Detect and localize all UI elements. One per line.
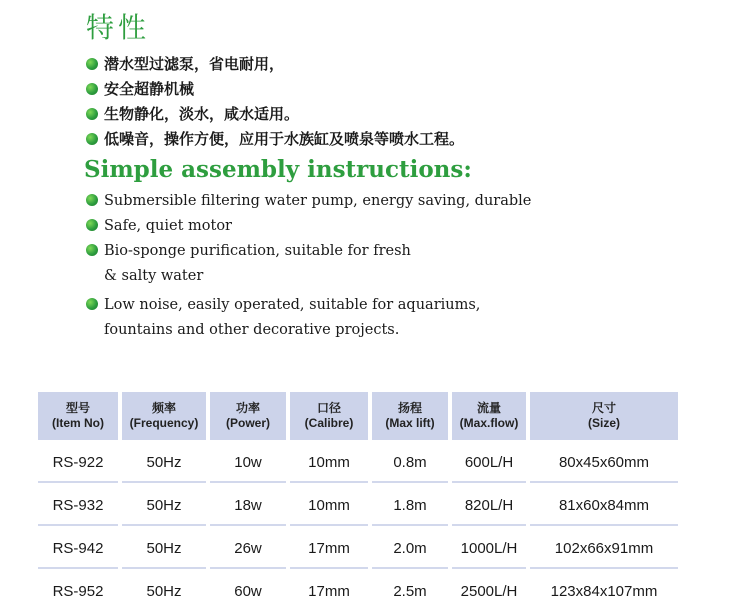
- instruction-text-continued: fountains and other decorative projects.: [104, 322, 400, 338]
- table-cell: 820L/H: [452, 486, 526, 526]
- header-en: (Item No): [52, 416, 104, 430]
- table-cell: 102x66x91mm: [530, 529, 678, 569]
- table-cell: 17mm: [308, 582, 350, 600]
- table-header-cell: [122, 392, 206, 440]
- table-cell: 10mm: [290, 486, 368, 526]
- table-cell: 60w: [234, 582, 262, 600]
- features-cn-list: [86, 52, 464, 152]
- header-cn: 流量: [476, 401, 501, 415]
- table-header-cell: [210, 392, 286, 440]
- table-cell: 80x45x60mm: [530, 443, 678, 483]
- header-cn: 扬程: [397, 401, 422, 415]
- table-header-cell: [372, 392, 448, 440]
- bullet-icon: [86, 108, 98, 120]
- table-cell: 2500L/H: [460, 582, 518, 600]
- header-en: (Frequency): [129, 416, 199, 430]
- header-cn: 频率: [151, 401, 176, 415]
- feature-cn-text: 潜水型过滤泵，省电耐用，: [104, 55, 285, 73]
- bullet-icon: [86, 58, 98, 70]
- header-en: (Power): [225, 416, 270, 430]
- table-cell: 10mm: [290, 443, 368, 483]
- list-item: [86, 127, 464, 152]
- bullet-icon: [86, 133, 98, 145]
- list-item: [86, 102, 464, 127]
- table-cell: 0.8m: [372, 443, 448, 483]
- table-row: [38, 443, 678, 483]
- bullet-icon: [86, 194, 98, 206]
- instruction-text: Submersible filtering water pump, energy saving, durable: [104, 193, 532, 209]
- header-en: (Max lift): [385, 416, 435, 430]
- table-header-cell: [290, 392, 368, 440]
- table-header-cell: [38, 392, 118, 440]
- table-cell: 123x84x107mm: [550, 582, 658, 600]
- list-item: [86, 189, 531, 214]
- table-cell: 50Hz: [146, 582, 182, 600]
- instructions-en-title: Simple assembly instructions:: [84, 156, 472, 183]
- table-cell: 26w: [210, 529, 286, 569]
- feature-cn-text: 生物静化，淡水，咸水适用。: [104, 105, 300, 123]
- table-cell: 600L/H: [452, 443, 526, 483]
- feature-cn-text: 安全超静机械: [104, 80, 195, 98]
- header-en: (Calibre): [304, 416, 354, 430]
- table-cell: 50Hz: [122, 443, 206, 483]
- table-cell: RS-942: [38, 529, 118, 569]
- table-header-cell: [452, 392, 526, 440]
- table-cell: RS-932: [38, 486, 118, 526]
- list-item: [86, 293, 531, 343]
- header-cn: 功率: [235, 401, 260, 415]
- header-en: (Max.flow): [459, 416, 519, 430]
- table-cell: RS-952: [52, 582, 104, 600]
- list-item: [86, 214, 531, 239]
- bullet-icon: [86, 298, 98, 310]
- table-cell: 50Hz: [122, 529, 206, 569]
- table-row: [38, 486, 678, 526]
- table-cell: 18w: [210, 486, 286, 526]
- list-item: [86, 239, 531, 289]
- spec-table: [34, 389, 682, 613]
- features-cn-title: 特性: [86, 11, 151, 44]
- table-cell: 1000L/H: [452, 529, 526, 569]
- header-cn: 尺寸: [591, 401, 616, 415]
- table-cell: 1.8m: [372, 486, 448, 526]
- header-cn: 口径: [316, 401, 341, 415]
- header-cn: 型号: [65, 401, 90, 415]
- bullet-icon: [86, 83, 98, 95]
- list-item: [86, 52, 464, 77]
- table-row: [38, 572, 678, 610]
- instruction-text: Low noise, easily operated, suitable for aquariums,: [104, 297, 481, 313]
- table-cell: RS-922: [38, 443, 118, 483]
- table-cell: 2.0m: [372, 529, 448, 569]
- table-cell: 50Hz: [122, 486, 206, 526]
- bullet-icon: [86, 244, 98, 256]
- table-header-cell: [530, 392, 678, 440]
- feature-cn-text: 低噪音，操作方便，应用于水族缸及喷泉等喷水工程。: [104, 130, 465, 148]
- table-row: [38, 529, 678, 569]
- table-cell: 2.5m: [393, 582, 427, 600]
- table-cell: 17mm: [290, 529, 368, 569]
- instruction-text: Bio-sponge purification, suitable for fresh: [104, 243, 411, 259]
- instructions-en-list: [86, 189, 531, 343]
- table-header-row: [38, 392, 678, 440]
- instruction-text-continued: & salty water: [104, 268, 204, 284]
- bullet-icon: [86, 219, 98, 231]
- table-cell: 10w: [210, 443, 286, 483]
- table-cell: 81x60x84mm: [530, 486, 678, 526]
- header-en: (Size): [587, 416, 620, 430]
- instruction-text: Safe, quiet motor: [104, 218, 232, 234]
- list-item: [86, 77, 464, 102]
